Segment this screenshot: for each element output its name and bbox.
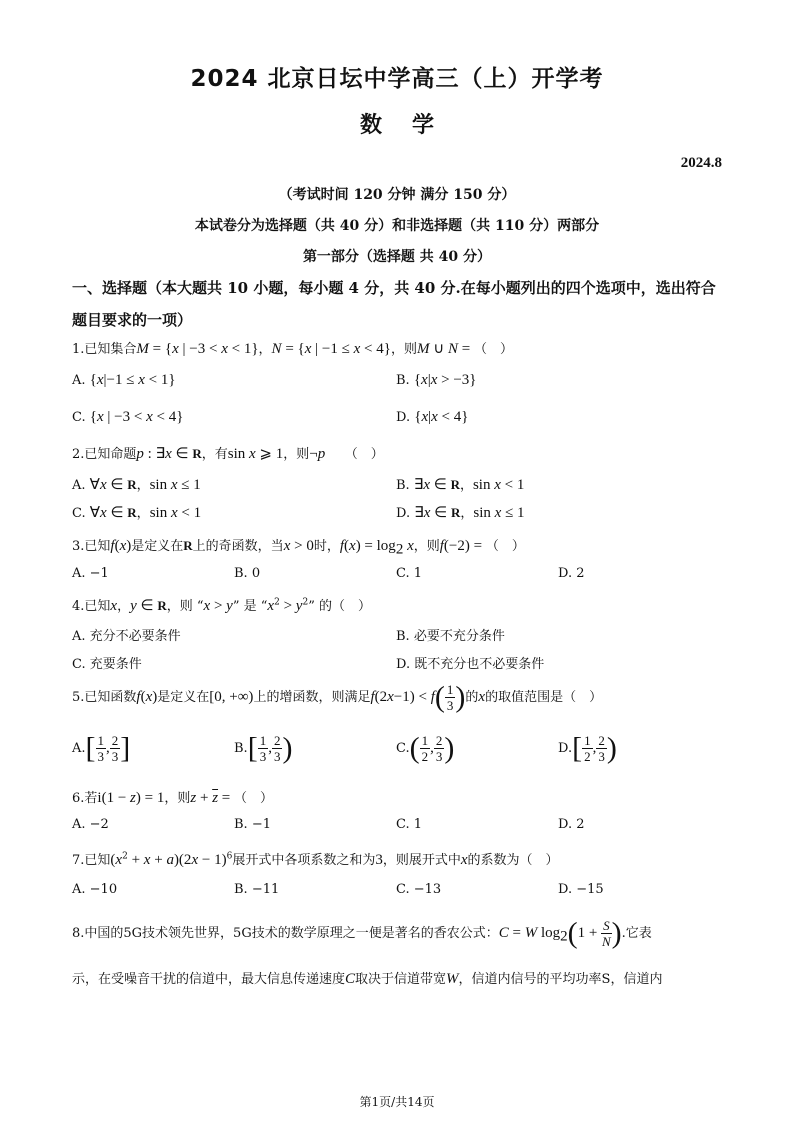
q2-option-c[interactable]: C. ∀x ∈ R，sin x < 1 [72, 505, 202, 521]
q6-option-a[interactable]: A. −2 [72, 817, 109, 832]
exam-subject: 数学 [359, 113, 464, 138]
q7-option-c[interactable]: C. −13 [396, 882, 442, 897]
question-4: 4.已知x，y ∈ R，则 “x > y” 是 “$x^2 > y^2$” 的（ ） [72, 597, 371, 614]
question-3: 3.已知f(x)是定义在R上的奇函数，当x > 0时，$f(x) = \log_2 x$，则f(−2) = （ ） [72, 538, 525, 558]
q7-option-a[interactable]: A. −10 [72, 882, 118, 897]
q1-option-c[interactable]: C. {x | −3 < x < 4} [72, 409, 184, 425]
question-8-continued: 示，在受噪音干扰的信道中，最大信息传递速度C取决于信道带宽W，信道内信号的平均功率S，信道内 [72, 971, 663, 987]
page-number: 第1页/共14页 [359, 1095, 435, 1109]
question-6: 6.若i(1 − z) = 1，则$z + \overline{z}$ = （ ） [72, 790, 274, 806]
exam-title: 2024 北京日坛中学高三（上）开学考 [190, 66, 604, 92]
question-5: 5.已知函数f(x)是定义在[0, +∞)上的增函数，则满足f(2x−1) < f( $\frac{1}{3}$ )的x的取值范围是（ ） [72, 680, 603, 714]
q5-option-b[interactable]: B.[ $\frac{1}{3}$ , $\frac{2}{3}$ ) [234, 731, 293, 765]
question-8: 8.中国的5G技术领先世界，5G技术的数学原理之一便是著名的香农公式：C = W $\log_2(1$ + $\frac{S}{N}$ ).它表 [72, 916, 652, 950]
q7-option-d[interactable]: D. −15 [558, 882, 604, 897]
exam-date: 2024.8 [680, 155, 722, 171]
q5-option-a[interactable]: A.[ $\frac{1}{3}$ , $\frac{2}{3}$ ] [72, 731, 131, 765]
q7-option-b[interactable]: B. −11 [234, 882, 280, 897]
q4-option-d[interactable]: D. 既不充分也不必要条件 [396, 657, 545, 672]
q2-option-a[interactable]: A. ∀x ∈ R，sin x ≤ 1 [72, 477, 201, 493]
q2-option-d[interactable]: D. ∃x ∈ R，sin x ≤ 1 [396, 505, 525, 521]
q3-option-c[interactable]: C. 1 [396, 566, 423, 581]
question-7: 7.已知$(x^2 + x + a)(2x - 1)^6$展开式中各项系数之和为3，则展开式中x的系数为（ ） [72, 851, 559, 868]
q5-option-c[interactable]: C.( $\frac{1}{2}$ , $\frac{2}{3}$ ) [396, 731, 455, 765]
q5-option-d[interactable]: D.[ $\frac{1}{2}$ , $\frac{2}{3}$ ) [558, 731, 617, 765]
question-2: 2.已知命题p : ∃x ∈ R，有sin x ⩾ 1，则¬p （ ） [72, 446, 384, 462]
time-info: （考试时间 120 分钟 满分 150 分） [278, 187, 516, 203]
q6-option-d[interactable]: D. 2 [558, 817, 585, 832]
q3-option-a[interactable]: A. −1 [72, 566, 109, 581]
q4-option-b[interactable]: B. 必要不充分条件 [396, 629, 505, 644]
parts-info: 本试卷分为选择题（共 40 分）和非选择题（共 110 分）两部分 [194, 218, 600, 234]
q1-option-b[interactable]: B. {x|x > −3} [396, 372, 477, 388]
q6-option-b[interactable]: B. −1 [234, 817, 271, 832]
section-intro: 一、选择题（本大题共 10 小题，每小题 4 分，共 40 分.在每小题列出的四个选项中，选出符合题目要求的一项） [72, 279, 716, 329]
q3-option-b[interactable]: B. 0 [234, 566, 261, 581]
q4-option-c[interactable]: C. 充要条件 [72, 657, 142, 672]
q4-option-a[interactable]: A. 充分不必要条件 [72, 629, 181, 644]
q1-option-a[interactable]: A. {x|−1 ≤ x < 1} [72, 372, 176, 388]
question-1: 1.已知集合M = {x | −3 < x < 1}，N = {x | −1 ≤ x < 4}，则M ∪ N = （ ） [72, 341, 513, 357]
q3-option-d[interactable]: D. 2 [558, 566, 585, 581]
q6-option-c[interactable]: C. 1 [396, 817, 423, 832]
part-one-heading: 第一部分（选择题 共 40 分） [302, 249, 492, 265]
q1-option-d[interactable]: D. {x|x < 4} [396, 409, 469, 425]
q2-option-b[interactable]: B. ∃x ∈ R，sin x < 1 [396, 477, 525, 493]
